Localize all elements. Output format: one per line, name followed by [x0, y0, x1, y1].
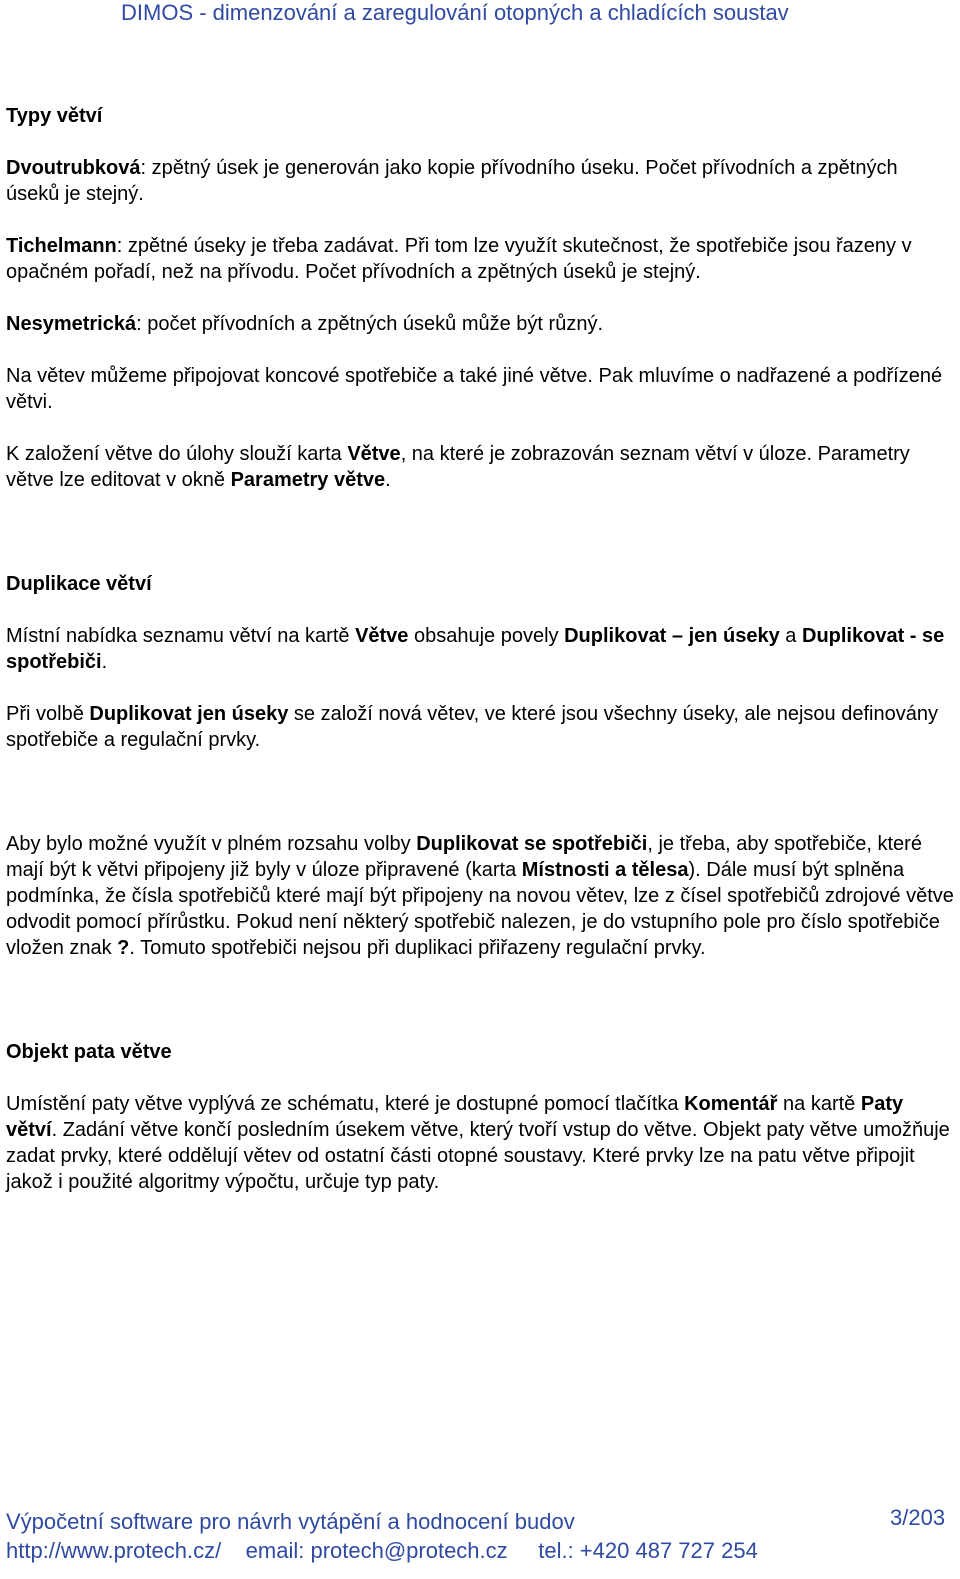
footer-phone: tel.: +420 487 727 254 — [538, 1538, 758, 1563]
section-heading-typy: Typy větví — [6, 105, 103, 127]
paragraph: Při volbě Duplikovat jen úseky se založí nová větev, ve které jsou všechny úseky, ale nejsou definovány spotřebiče a regulační prvky. — [6, 703, 938, 751]
page-number: 3/203 — [890, 1505, 946, 1530]
paragraph: Místní nabídka seznamu větví na kartě Větve obsahuje povely Duplikovat – jen úseky a Duplikovat - se spotřebiči. — [6, 625, 945, 673]
paragraph: Nesymetrická: počet přívodních a zpětných úseků může být různý. — [6, 313, 604, 335]
footer-tagline: Výpočetní software pro návrh vytápění a hodnocení budov — [6, 1509, 575, 1534]
paragraph: Na větev můžeme připojovat koncové spotřebiče a také jiné větve. Pak mluvíme o nadřazené a podřízené větvi. — [6, 365, 943, 413]
paragraph: K založení větve do úlohy slouží karta Větve, na které je zobrazován seznam větví v úloze. Parametry větve lze editovat v okně Parametry větve. — [6, 443, 910, 491]
footer-email[interactable]: email: protech@protech.cz — [245, 1538, 508, 1563]
document-footer — [6, 1507, 758, 1565]
document-header: DIMOS - dimenzování a zaregulování otopných a chladících soustav — [121, 0, 789, 25]
document-body — [6, 103, 956, 1195]
paragraph: Dvoutrubková: zpětný úsek je generován jako kopie přívodního úseku. Počet přívodních a zpětných úseků je stejný. — [6, 157, 898, 205]
paragraph: Tichelmann: zpětné úseky je třeba zadávat. Při tom lze využít skutečnost, že spotřebiče jsou řazeny v opačném pořadí, než na přívodu. Počet přívodních a zpětných úseků je stejný. — [6, 235, 912, 283]
section-heading-duplikace: Duplikace větví — [6, 573, 152, 595]
section-heading-pata: Objekt pata větve — [6, 1041, 172, 1063]
footer-url-link[interactable]: http://www.protech.cz/ — [6, 1538, 222, 1563]
footer-contacts — [6, 1536, 758, 1565]
paragraph: Umístění paty větve vyplývá ze schématu, které je dostupné pomocí tlačítka Komentář na kartě Paty větví. Zadání větve končí posledním úsekem větve, který tvoří vstup do větve. Objekt paty větve umožňuje zadat prvky, které oddělují větev od ostatní části otopné soustavy. Které prvky lze na patu větve připojit jakož i použité algoritmy výpočtu, určuje typ paty. — [6, 1093, 950, 1193]
paragraph: Aby bylo možné využít v plném rozsahu volby Duplikovat se spotřebiči, je třeba, aby spotřebiče, které mají být k větvi připojeny již byly v úloze připravené (karta Místnosti a tělesa). Dále musí být splněna podmínka, že čísla spotřebičů které mají být připojeny na novou větev, lze z čísel spotřebičů zdrojové větve odvodit pomocí přírůstku. Pokud není některý spotřebič nalezen, je do vstupního pole pro číslo spotřebiče vložen znak ?. Tomuto spotřebiči nejsou při duplikaci přiřazeny regulační prvky. — [6, 833, 954, 959]
